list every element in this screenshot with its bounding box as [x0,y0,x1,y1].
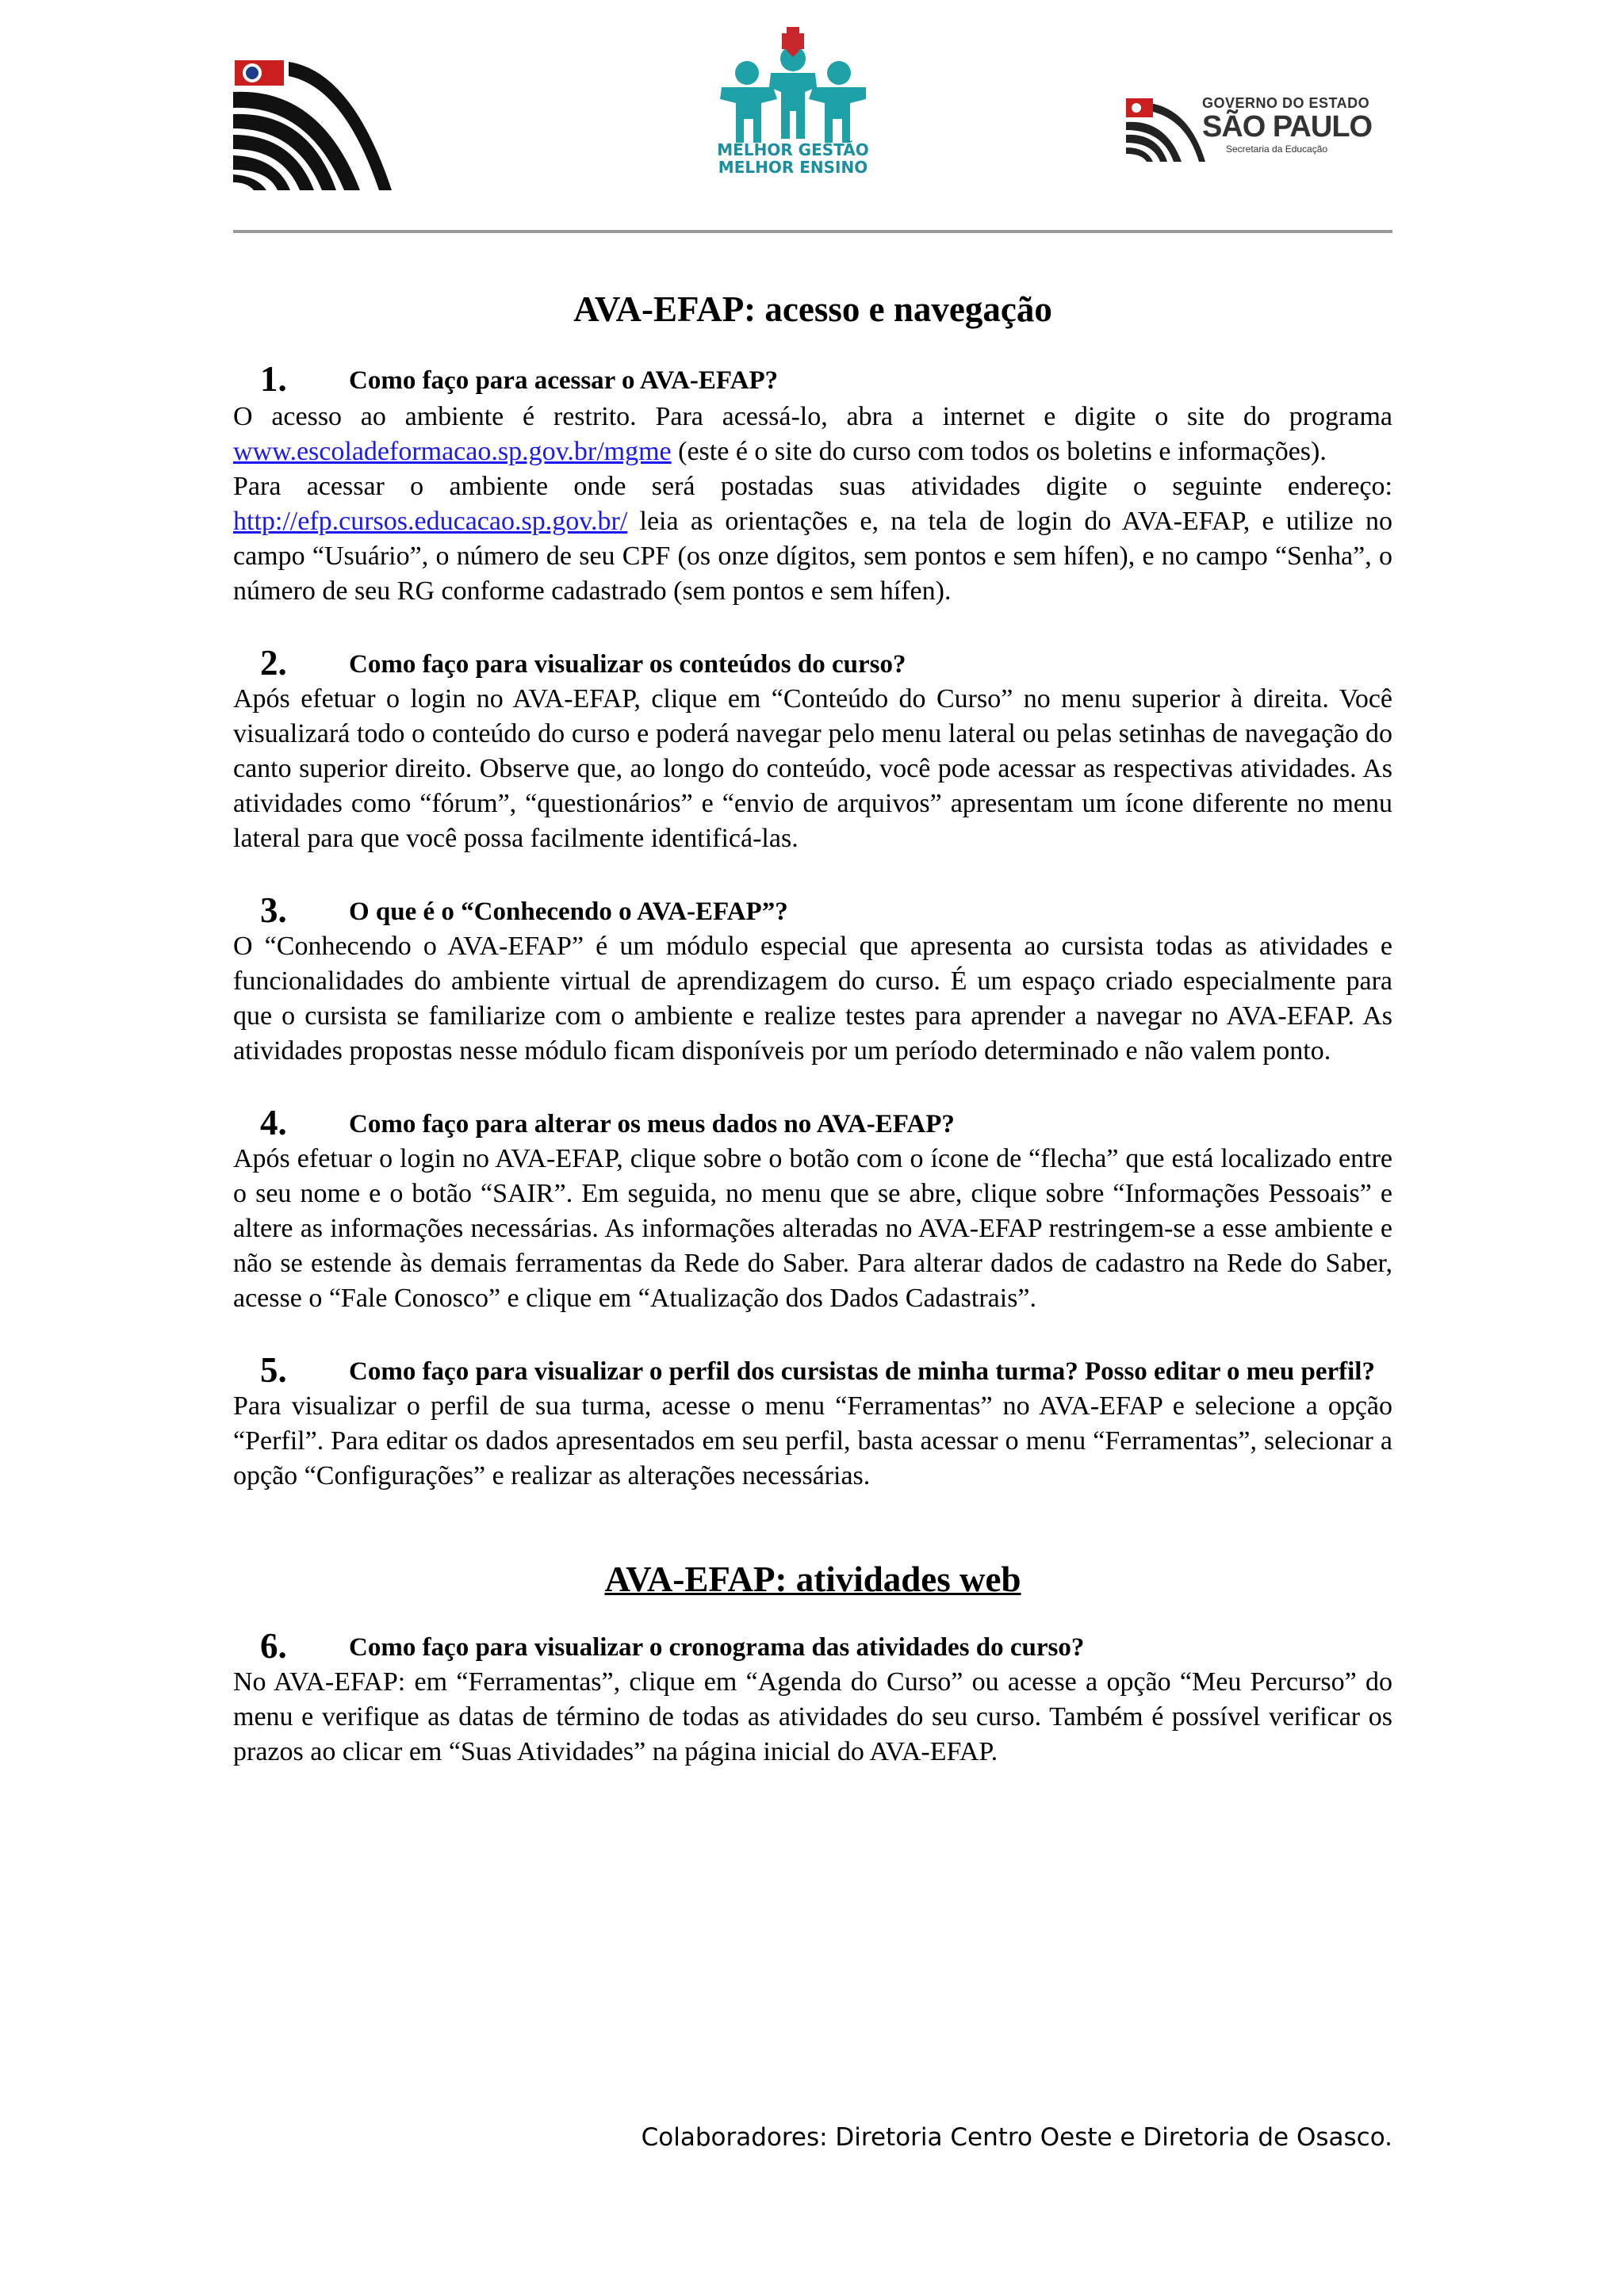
question-number [233,359,349,399]
question-2 [233,643,1392,683]
document-content [233,285,1392,1770]
section-title-text: AVA-EFAP: acesso e navegação [573,289,1052,329]
answer-1b [233,469,1392,609]
site-link-efp[interactable]: http://efp.cursos.educacao.sp.gov.br/ [233,507,628,536]
site-link-mgme[interactable]: www.escoladeformacao.sp.gov.br/mgme [233,437,672,466]
answer-5: Para visualizar o perfil de sua turma, acesse o menu “Ferramentas” no AVA-EFAP e selecione a opção “Perfil”. Para editar os dados apresentados em seu perfil, basta acessar o menu “Ferramentas”, selecionar a opção “Configurações” e realizar as alterações necessárias. [233,1391,1392,1490]
question-text: Como faço para alterar os meus dados no AVA-EFAP? [349,1110,955,1138]
question-number [233,1103,349,1142]
question-3 [233,890,1392,930]
header-divider [233,230,1392,233]
section-title-atividades [233,1556,1392,1603]
gov-logo-line3: Secretaria da Educação [1226,144,1328,155]
footer-credits: Colaboradores: Diretoria Centro Oeste e Diretoria de Osasco. [641,2123,1392,2152]
question-number [233,1626,349,1666]
question-1 [233,359,1392,399]
logo-text-line2: MELHOR ENSINO [718,158,868,177]
answer-text: O acesso ao ambiente é restrito. Para acessá-lo, abra a internet e digite o site do programa [233,402,1392,431]
question-6 [233,1626,1392,1666]
answer-3: O “Conhecendo o AVA-EFAP” é um módulo especial que apresenta ao cursista todas as atividades e funcionalidades do ambiente virtual de aprendizagem do curso. É um espaço criado especialmente para que o cursista se familiarize com o ambiente e realize testes para aprender a navegar no AVA-EFAP. As atividades propostas nesse módulo ficam disponíveis por um período determinado e não valem ponto. [233,932,1392,1066]
question-number-text: 1. [260,359,287,399]
question-text: Como faço para visualizar o cronograma das atividades do curso? [349,1633,1085,1662]
section-title-text: AVA-EFAP: atividades web [604,1559,1021,1599]
question-5 [233,1350,1392,1390]
melhor-gestao-logo [698,24,888,186]
answer-2: Após efetuar o login no AVA-EFAP, clique em “Conteúdo do Curso” no menu superior à direita. Você visualizará todo o conteúdo do curso e poderá navegar pelo menu lateral ou pelas setinhas de navegação do canto superior direito. Observe que, ao longo do conteúdo, você pode acessar as respectivas atividades. As atividades como “fórum”, “questionários” e “envio de arquivos” apresentam um ícone diferente no menu lateral para que você possa facilmente identificá-las. [233,684,1392,853]
sp-flag-logo [233,55,400,190]
logo-text-line1: MELHOR GESTÃO [717,140,869,159]
question-number [233,1350,349,1390]
governo-sp-logo [1126,95,1380,174]
question-4 [233,1103,1392,1142]
question-number-text: 3. [260,890,287,930]
question-text: Como faço para acessar o AVA-EFAP? [349,366,779,395]
answer-text: (este é o site do curso com todos os boletins e informações). [671,437,1327,466]
gov-logo-line1: GOVERNO DO ESTADO [1202,95,1370,111]
answer-text: Para acessar o ambiente onde será postadas suas atividades digite o seguinte endereço: [233,472,1392,501]
question-text: Como faço para visualizar o perfil dos cursistas de minha turma? Posso editar o meu perfil? [349,1357,1375,1386]
question-number-text: 5. [260,1350,287,1390]
answer-6: No AVA-EFAP: em “Ferramentas”, clique em “Agenda do Curso” ou acesse a opção “Meu Percurso” do menu e verifique as datas de término de todas as atividades do seu curso. Também é possível verificar os prazos ao clicar em “Suas Atividades” na página inicial do AVA-EFAP. [233,1667,1392,1766]
question-number [233,643,349,683]
question-text: O que é o “Conhecendo o AVA-EFAP”? [349,897,788,926]
melhor-gestao-text [698,141,888,176]
question-number-text: 6. [260,1626,287,1666]
section-title-acesso [233,285,1392,333]
question-number-text: 2. [260,643,287,683]
question-text: Como faço para visualizar os conteúdos do curso? [349,650,906,679]
answer-4: Após efetuar o login no AVA-EFAP, clique sobre o botão com o ícone de “flecha” que está localizado entre o seu nome e o botão “SAIR”. Em seguida, no menu que se abre, clique sobre “Informações Pessoais” e altere as informações necessárias. As informações alteradas no AVA-EFAP restringem-se a esse ambiente e não se estende às demais ferramentas da Rede do Saber. Para alterar dados de cadastro na Rede do Saber, acesse o “Fale Conosco” e clique em “Atualização dos Dados Cadastrais”. [233,1144,1392,1313]
question-number-text: 4. [260,1103,287,1142]
question-number [233,890,349,930]
gov-logo-line2: SÃO PAULO [1202,110,1373,144]
answer-text: leia as orientações e, na tela de login do AVA-EFAP, e utilize no campo “Usuário”, o número de seu CPF (os onze dígitos, sem pontos e sem hífen), e no campo “Senha”, o número de seu RG conforme cadastrado (sem pontos e sem hífen). [233,507,1392,606]
answer-1a [233,400,1392,469]
